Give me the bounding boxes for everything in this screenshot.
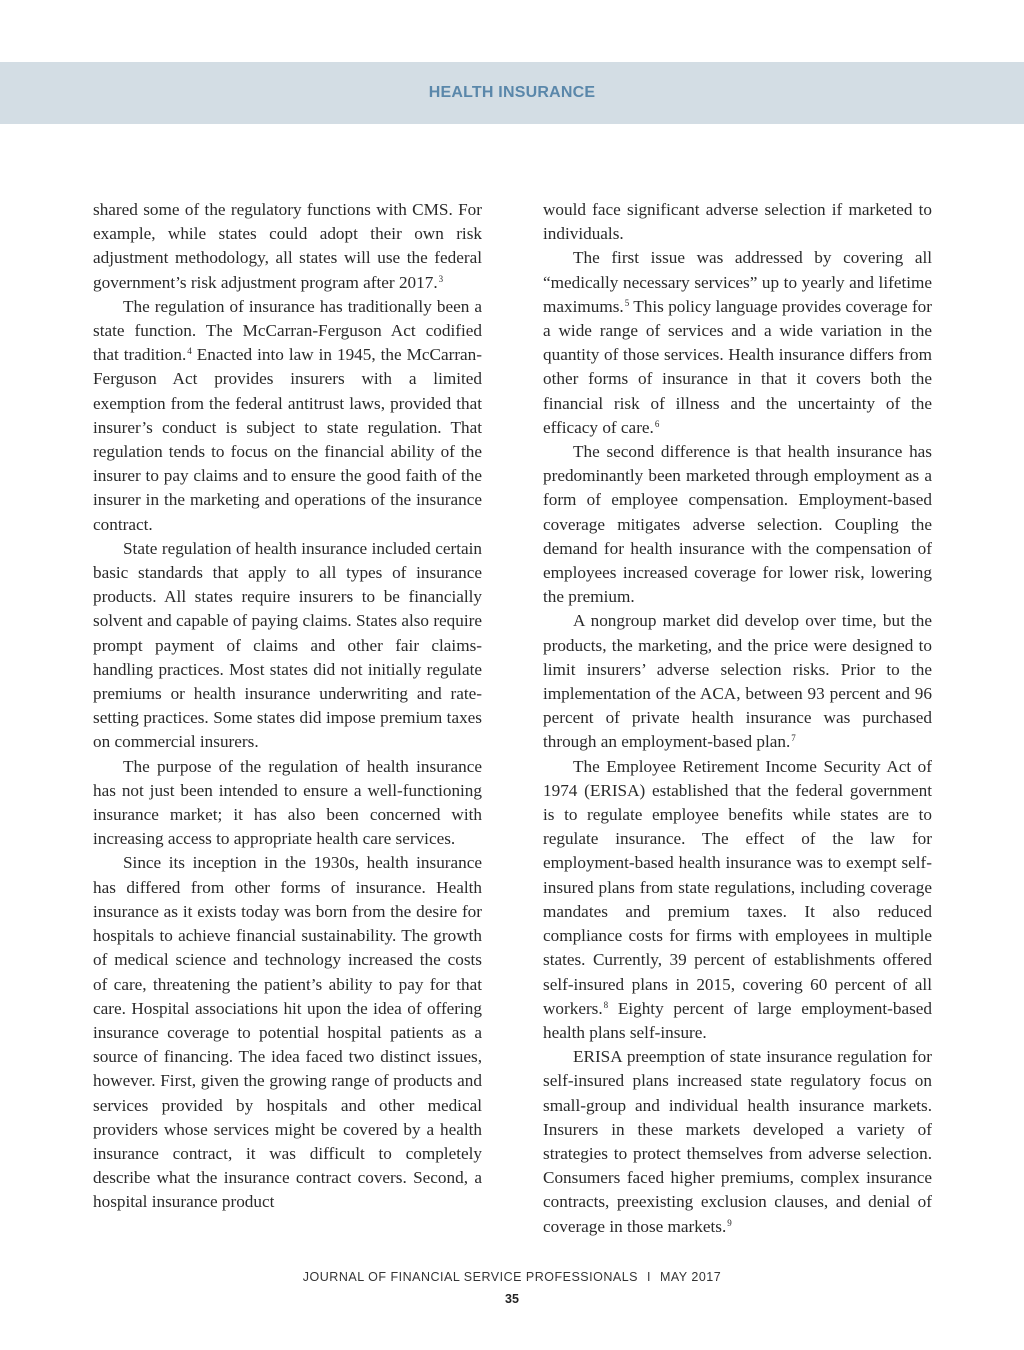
footnote-ref: 7 <box>791 733 796 744</box>
paragraph <box>93 198 482 295</box>
issue-date: MAY 2017 <box>659 1270 722 1284</box>
paragraph-text: State regulation of health insurance included certain basic standards that apply to all types of insurance products. All states require insurers to be financially solvent and capable of paying claims. States also require prompt payment of claims and other fair claims-handling practices. Most states did not initially regulate premiums or health insurance underwriting and rate-setting practices. Some states did impose premium taxes on commercial insurers. <box>93 538 482 752</box>
paragraph <box>543 440 932 609</box>
paragraph-text: ERISA preemption of state insurance regulation for self-insured plans increased state regulatory focus on small-group and individual health insurance markets. Insurers in these markets developed a variety of strategies to protect themselves from adverse selection. Consumers faced higher premiums, complex insurance contracts, preexisting exclusion clauses, and denial of coverage in those markets. <box>543 1047 932 1236</box>
paragraph <box>93 537 482 755</box>
paragraph <box>543 1045 932 1239</box>
paragraph-text: A nongroup market did develop over time, but the products, the marketing, and the price were designed to limit insurers’ adverse selection risks. Prior to the implementation of the ACA, between 93 percent and 96 percent of private health insurance was purchased through an employment-based plan. <box>543 611 932 752</box>
paragraph-text: Enacted into law in 1945, the McCarran-Ferguson Act provides insurers with a limited exemption from the federal antitrust laws, provided that insurer’s conduct is subject to state regulation. That regulation tends to focus on the financial ability of the insurer to pay claims and to ensure the good faith of the insurer in the marketing and operations of the insurance contract. <box>93 345 482 534</box>
paragraph <box>93 295 482 537</box>
footnote-ref: 6 <box>654 418 660 429</box>
paragraph-text: The Employee Retirement Income Security Act of 1974 (ERISA) established that the federal government is to regulate employee benefits while states are to regulate insurance. The effect of the law for employment-based health insurance was to exempt self-insured plans from state regulations, including coverage mandates and premium taxes. It also reduced compliance costs for firms with employees in multiple states. Currently, 39 percent of establishments offered self-insured plans in 2015, covering 60 percent of all workers. <box>543 756 932 1018</box>
footnote-ref: 3 <box>438 273 444 284</box>
paragraph <box>543 755 932 1045</box>
section-title: HEALTH INSURANCE <box>428 84 596 101</box>
paragraph-text: The regulation of insurance has traditionally been a state function. The McCarran-Ferguson Act codified that tradition. <box>93 296 482 365</box>
paragraph-text: Eighty percent of large employment-based health plans self-insure. <box>543 998 932 1042</box>
footnote-ref: 9 <box>727 1217 732 1228</box>
section-header-band <box>0 62 1024 124</box>
footnote-ref: 4 <box>187 346 192 357</box>
right-column <box>543 198 932 1239</box>
paragraph <box>543 609 932 754</box>
paragraph-text: The first issue was addressed by covering all “medically necessary services” up to yearly and lifetime maximums. <box>543 248 932 316</box>
footer-separator: I <box>647 1270 651 1284</box>
paragraph-text: The purpose of the regulation of health insurance has not just been intended to ensure a well-functioning insurance market; it has also been concerned with increasing access to appropriate health care services. <box>93 756 482 849</box>
paragraph-text: This policy language provides coverage for a wide range of services and a wide variation in the quantity of those services. Health insurance differs from other forms of insurance in that it covers both the financial risk of illness and the uncertainty of the efficacy of care. <box>543 296 932 437</box>
journal-name: JOURNAL OF FINANCIAL SERVICE PROFESSIONALS <box>302 1270 638 1284</box>
left-column <box>93 198 482 1215</box>
paragraph-text: Since its inception in the 1930s, health insurance has differed from other forms of insurance. Health insurance as it exists today was born from the desire for hospitals to achieve financial sustainability. The growth of medical science and technology increased the costs of care, threatening the patient’s ability to pay for that care. Hospital associations hit upon the idea of offering insurance coverage to potential hospital patients as a source of financing. The idea faced two distinct issues, however. First, given the growing range of products and services provided by hospitals and other medical providers whose services might be covered by a health insurance contract, it was difficult to completely describe what the insurance contract covers. Second, a hospital insurance product <box>93 853 482 1212</box>
footnote-ref: 8 <box>603 999 609 1010</box>
paragraph-text: The second difference is that health insurance has predominantly been marketed through employment as a form of employee compensation. Employment-based coverage mitigates adverse selection. Coupling the demand for health insurance with the compensation of employees increased coverage for lower risk, lowering the premium. <box>543 442 932 607</box>
running-footer <box>0 1270 1024 1284</box>
paragraph <box>543 198 932 246</box>
paragraph <box>543 246 932 440</box>
paragraph <box>93 851 482 1214</box>
paragraph-text: shared some of the regulatory functions with CMS. For example, while states could adopt their own risk adjustment methodology, all states will use the federal government’s risk adjustment program after 2017. <box>93 200 482 292</box>
footnote-ref: 5 <box>624 297 630 308</box>
page-number: 35 <box>505 1292 519 1306</box>
paragraph <box>93 755 482 852</box>
paragraph-text: would face significant adverse selection if marketed to individuals. <box>543 200 932 244</box>
